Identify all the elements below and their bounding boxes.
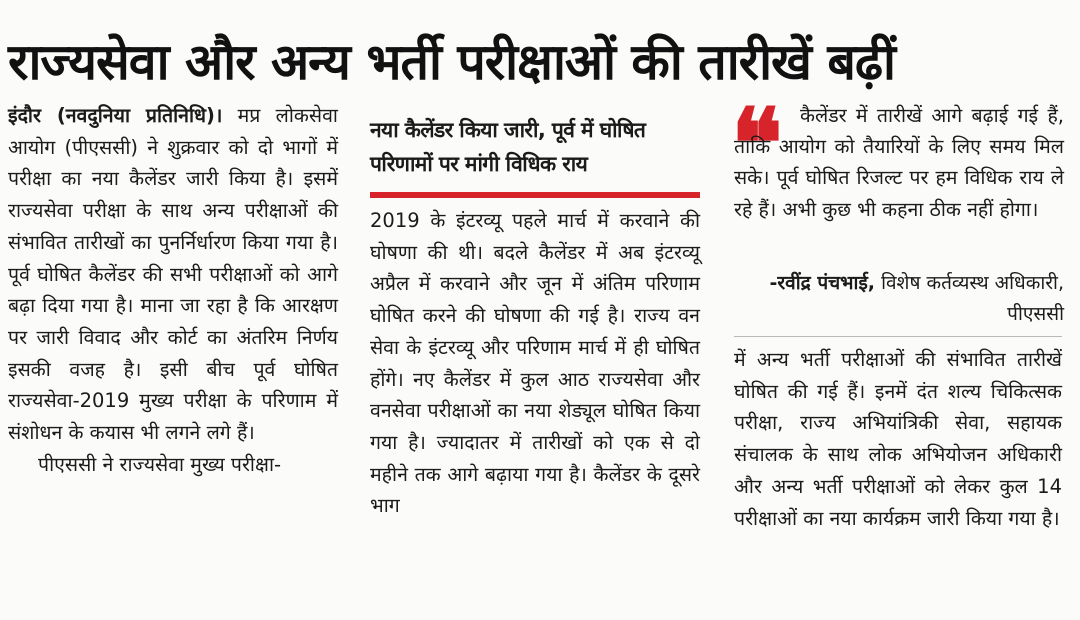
quote-indent xyxy=(734,121,800,122)
column-2-text: 2019 के इंटरव्यू पहले मार्च में करवाने की घोषणा की थी। बदले कैलेंडर में अब इंटरव्यू अप्रैल में करवाने और जून में अंतिम परिणाम घोषित करने की घोषणा की गई है। राज्य वन सेवा के इंटरव्यू और परिणाम मार्च में ही घोषित होंगे। नए कैलेंडर में कुल आठ राज्यसेवा और वनसेवा परीक्षाओं का नया शेड्यूल घोषित किया गया है। ज्यादातर में तारीखों को एक से दो महीने तक आगे बढ़ाया गया है। कैलेंडर के दूसरे भाग xyxy=(370,209,700,518)
quote-divider xyxy=(734,336,1062,337)
column-1-text: मप्र लोकसेवा आयोग (पीएससी) ने शुक्रवार को दो भागों में परीक्षा का नया कैलेंडर जारी किया है। इसमें राज्यसेवा परीक्षा के साथ अन्य परीक्षाओं की संभावित तारीखों का पुनर्निर्धारण किया गया है। पूर्व घोषित कैलेंडर की सभी परीक्षाओं को आगे बढ़ा दिया गया है। माना जा रहा है कि आरक्षण पर जारी विवाद और कोर्ट का अंतरिम निर्णय इसकी वजह है। इसी बीच पूर्व घोषित राज्यसेवा-2019 मुख्य परीक्षा के परिणाम में संशोधन के कयास भी लगने लगे हैं। xyxy=(8,104,338,445)
subheading-line-1: नया कैलेंडर किया जारी, पूर्व में घोषित xyxy=(370,118,646,142)
pull-quote-text: कैलेंडर में तारीखें आगे बढ़ाई गई हैं, ताकि आयोग को तैयारियों के लिए समय मिल सके। पूर्व घोषित रिजल्ट पर हम विधिक राय ले रहे हैं। अभी कुछ भी कहना ठीक नहीं होगा। xyxy=(734,104,1064,221)
column-3-text: में अन्य भर्ती परीक्षाओं की संभावित तारीखें घोषित की गई हैं। इनमें दंत शल्य चिकित्सक परीक्षा, राज्य अभियांत्रिकी सेवा, सहायक संचालक के साथ लोक अभियोजन अधिकारी और अन्य भर्ती परीक्षाओं को लेकर कुल 14 परीक्षाओं का नया कार्यक्रम जारी किया गया है। xyxy=(734,348,1062,530)
article-column-1 xyxy=(8,100,338,480)
quote-attribution xyxy=(734,268,1064,330)
column-1-paragraph-2: पीएससी ने राज्यसेवा मुख्य परीक्षा- xyxy=(38,452,282,476)
quote-icon: ❝ xyxy=(731,87,783,200)
article-column-2 xyxy=(370,205,700,522)
subheading-line-2: परिणामों पर मांगी विधिक राय xyxy=(370,152,588,176)
dateline: इंदौर (नवदुनिया प्रतिनिधि)। xyxy=(8,104,223,127)
column-1-paragraph-1 xyxy=(8,100,338,449)
headline: राज्यसेवा और अन्य भर्ती परीक्षाओं की तारीखें बढ़ीं xyxy=(8,33,895,91)
subheading xyxy=(370,113,700,181)
attribution-title: विशेष कर्तव्यस्थ अधिकारी, पीएससी xyxy=(881,272,1064,325)
attribution-name: -रवींद्र पंचभाई, xyxy=(769,272,876,294)
article-column-3 xyxy=(734,344,1062,534)
subheading-divider xyxy=(370,192,700,198)
pull-quote xyxy=(734,100,1064,225)
